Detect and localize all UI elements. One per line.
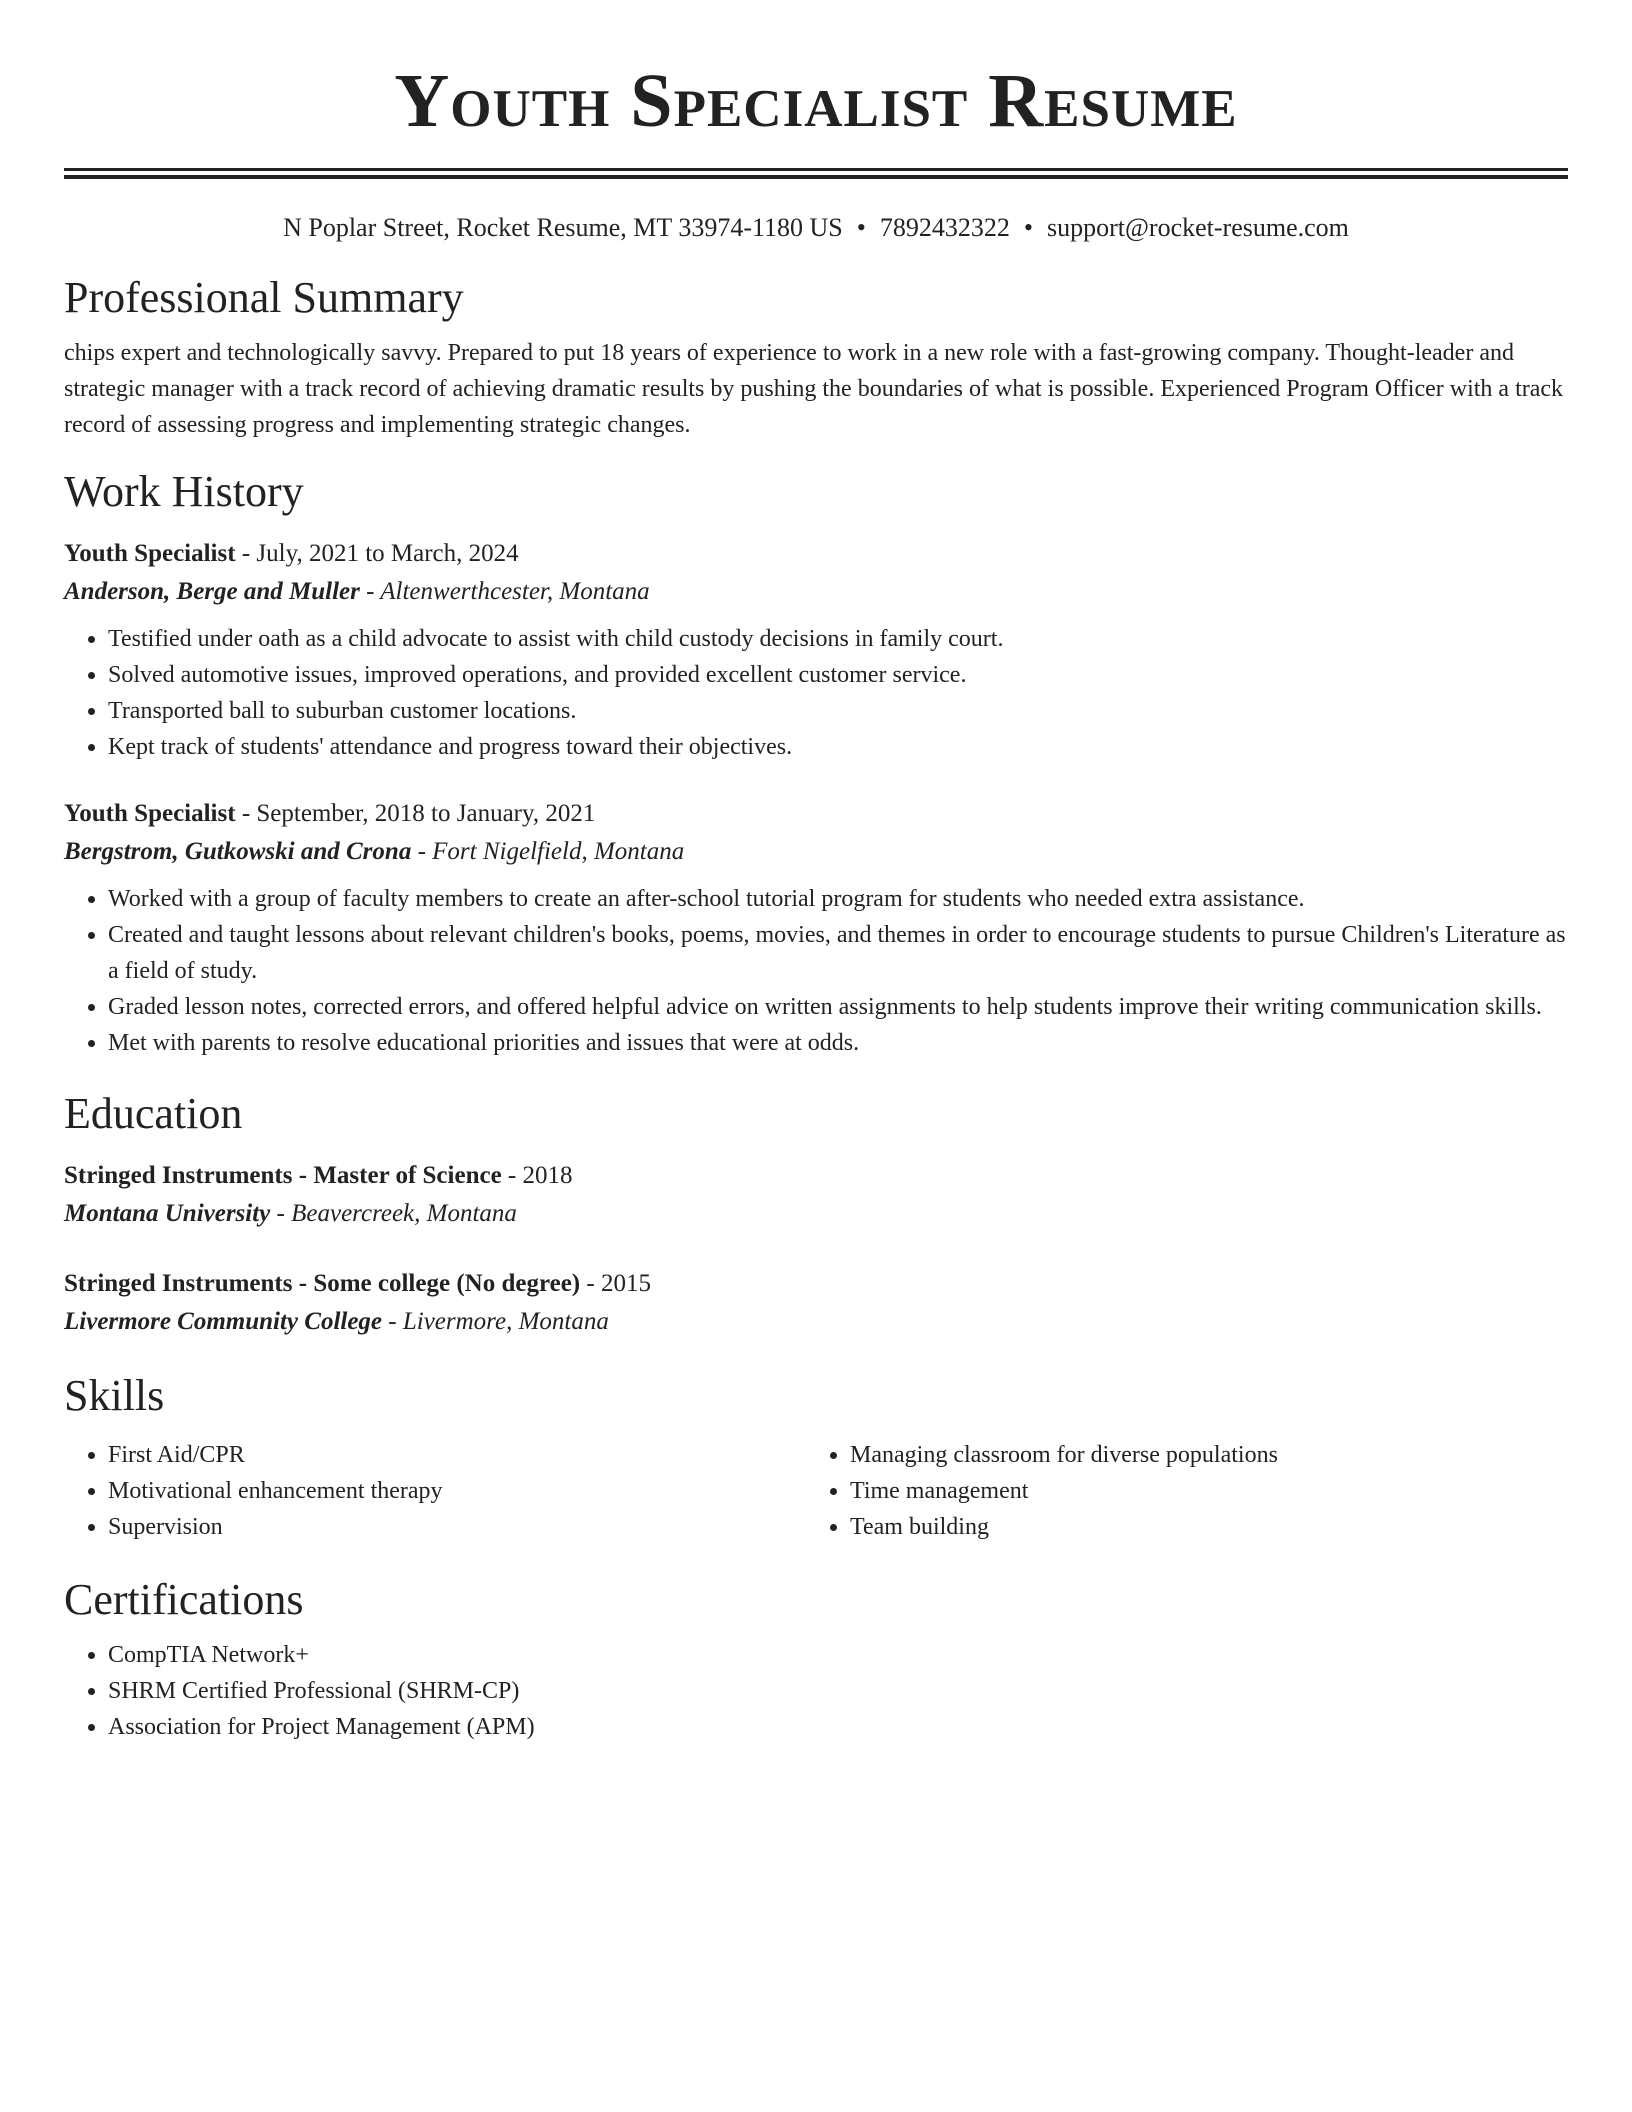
resume-title: Youth Specialist Resume (394, 59, 1238, 143)
job-header (64, 795, 1568, 833)
education-degree: Stringed Instruments - Some college (No degree) (64, 1270, 581, 1297)
education-header (64, 1265, 1568, 1303)
skills-list-left (64, 1437, 806, 1545)
job-employer-line (64, 573, 1568, 611)
job-dates: - September, 2018 to January, 2021 (235, 800, 596, 827)
education-year: - 2015 (580, 1270, 651, 1297)
education-degree: Stringed Instruments - Master of Science (64, 1162, 502, 1189)
contact-email: support@rocket-resume.com (1046, 213, 1349, 242)
skill-item: • Supervision (108, 1509, 806, 1545)
education-heading: Education (64, 1089, 243, 1138)
skills-heading: Skills (64, 1371, 165, 1420)
job-duty: • Kept track of students' attendance and progress toward their objectives. (108, 729, 1568, 765)
skills-grid (64, 1437, 1568, 1545)
contact-separator: • (856, 213, 866, 242)
education-entry (64, 1265, 1568, 1341)
job-employer-line (64, 833, 1568, 871)
education-school-line (64, 1303, 1568, 1341)
education-location: - Beavercreek, Montana (270, 1200, 517, 1227)
job-header (64, 535, 1568, 573)
job-duty: • Solved automotive issues, improved operations, and provided excellent customer service. (108, 657, 1568, 693)
contact-line (64, 211, 1568, 245)
job-duty: • Worked with a group of faculty members to create an after-school tutorial program for students who needed extra assistance. (108, 881, 1568, 917)
education-school: Livermore Community College (64, 1308, 383, 1335)
job-duty: • Testified under oath as a child advocate to assist with child custody decisions in family court. (108, 621, 1568, 657)
certifications-list (64, 1637, 1568, 1745)
education-school: Montana University (64, 1200, 271, 1227)
summary-text: chips expert and technologically savvy. Prepared to put 18 years of experience to work in a new role with a fast-growing company. Thought-leader and strategic manager with a track record of achieving dramatic results by pushing the boundaries of what is possible. Experienced Program Officer with a track record of assessing progress and implementing strategic changes. (64, 340, 1564, 438)
job-duties-list (64, 621, 1568, 765)
education-header (64, 1157, 1568, 1195)
skill-item: • Managing classroom for diverse populations (850, 1437, 1548, 1473)
skills-list-right (806, 1437, 1548, 1545)
job-duty: • Transported ball to suburban customer locations. (108, 693, 1568, 729)
work-entry (64, 535, 1568, 765)
title-divider (64, 168, 1568, 179)
job-employer: Anderson, Berge and Muller (64, 578, 360, 605)
certifications-heading: Certifications (64, 1575, 304, 1624)
skill-item: • Time management (850, 1473, 1548, 1509)
education-year: - 2018 (501, 1162, 573, 1189)
education-location: - Livermore, Montana (382, 1308, 609, 1335)
skill-item: • Motivational enhancement therapy (108, 1473, 806, 1509)
job-duty: • Graded lesson notes, corrected errors, and offered helpful advice on written assignments to help students improve their writing communication skills. (108, 989, 1568, 1025)
job-employer: Bergstrom, Gutkowski and Crona (64, 838, 412, 865)
job-role: Youth Specialist (64, 800, 236, 827)
job-role: Youth Specialist (64, 540, 236, 567)
certification-item: • Association for Project Management (APM) (108, 1709, 1568, 1745)
summary-heading: Professional Summary (64, 273, 464, 322)
contact-separator: • (1023, 213, 1033, 242)
education-school-line (64, 1195, 1568, 1233)
job-duty: • Created and taught lessons about relevant children's books, poems, movies, and themes in order to encourage students to pursue Children's Literature as a field of study. (108, 917, 1568, 989)
job-location: - Fort Nigelfield, Montana (411, 838, 685, 865)
job-dates: - July, 2021 to March, 2024 (235, 540, 519, 567)
job-duty: • Met with parents to resolve educational priorities and issues that were at odds. (108, 1025, 1568, 1061)
education-entry (64, 1157, 1568, 1233)
job-duties-list (64, 881, 1568, 1061)
certification-item: • CompTIA Network+ (108, 1637, 1568, 1673)
job-location: - Altenwerthcester, Montana (359, 578, 650, 605)
contact-address: N Poplar Street, Rocket Resume, MT 33974-1180 US (283, 213, 843, 242)
skill-item: • First Aid/CPR (108, 1437, 806, 1473)
work-history-heading: Work History (64, 467, 304, 516)
skill-item: • Team building (850, 1509, 1548, 1545)
work-entry (64, 795, 1568, 1061)
contact-phone: 7892432322 (879, 213, 1010, 242)
certification-item: • SHRM Certified Professional (SHRM-CP) (108, 1673, 1568, 1709)
